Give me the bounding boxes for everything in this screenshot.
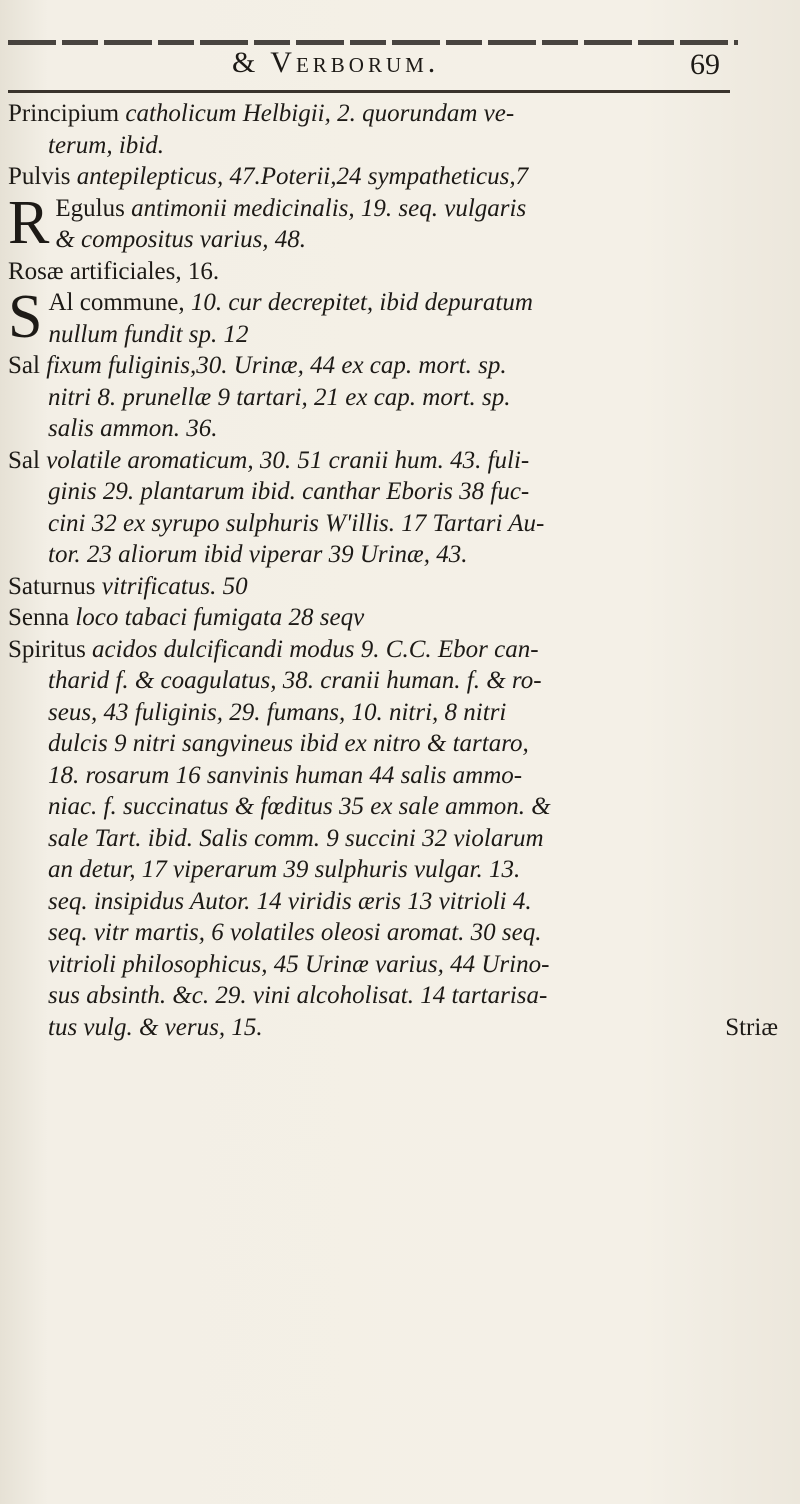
entry-headword: Principium: [8, 100, 120, 127]
entry-text: 18. rosarum 16 sanvinis human 44 salis ammo-: [48, 761, 523, 789]
entry-text: seus, 43 fuliginis, 29. fumans, 10. nitri, 8 nitri: [48, 698, 507, 726]
index-entry: [8, 193, 798, 256]
entry-continuation: [8, 539, 798, 571]
entry-text: cini 32 ex syrupo sulphuris W'illis. 17 Tartari Au-: [48, 509, 545, 537]
entry-continuation: [8, 980, 798, 1012]
top-ornament-rule: [8, 40, 738, 45]
entry-continuation: [8, 1012, 798, 1044]
page-number: 69: [690, 48, 720, 81]
entry-continuation: [8, 854, 798, 886]
entry-headword: Senna: [8, 604, 70, 631]
entry-text: an detur, 17 viperarum 39 sulphuris vulgar. 13.: [48, 856, 521, 883]
entry-text: loco tabaci fumigata 28 seqv: [69, 604, 365, 631]
entry-headword: Pulvis: [8, 163, 71, 190]
entry-text: volatile aromaticum, 30. 51 cranii hum. 43. fuli-: [39, 446, 530, 474]
entry-text: tus vulg. & verus, 15.: [48, 1013, 263, 1041]
entry-continuation: nullum fundit sp. 12: [48, 320, 249, 348]
entry-continuation: [8, 791, 798, 823]
entry-text: catholicum Helbigii, 2. quorundam ve-: [119, 100, 515, 127]
entry-continuation: [8, 697, 798, 729]
entry-headword: Sal: [8, 446, 40, 474]
entry-continuation: [8, 476, 798, 508]
entry-text: antimonii medicinalis, 19. seq. vulgaris: [124, 194, 527, 222]
entry-continuation: [8, 413, 798, 445]
index-entry: [8, 445, 798, 477]
drop-initial: R: [8, 192, 50, 256]
index-entry: [8, 602, 798, 634]
entry-headword: Spiritus: [8, 635, 86, 663]
index-entry: [8, 634, 798, 666]
running-title: & Verborum.: [232, 46, 440, 79]
entry-text: vitrioli philosophicus, 45 Urinæ varius, 44 Urino-: [48, 950, 550, 978]
entry-continuation: [8, 130, 798, 162]
entry-text: sus absinth. &c. 29. vini alcoholisat. 14 tartarisa-: [48, 982, 548, 1009]
index-entry: [8, 98, 798, 130]
entry-headword: Saturnus: [8, 572, 96, 600]
entry-continuation: [8, 728, 798, 760]
entry-text: dulcis 9 nitri sangvineus ibid ex nitro & tartaro,: [48, 730, 529, 757]
drop-initial: S: [8, 287, 43, 350]
index-entries: [8, 98, 798, 1043]
entry-headword: Sal: [8, 352, 40, 379]
entry-text: tor. 23 aliorum ibid viperar 39 Urinæ, 43.: [48, 541, 468, 568]
entry-text: terum, ibid.: [48, 131, 164, 159]
entry-text: seq. insipidus Autor. 14 viridis æris 13 vitrioli 4.: [48, 887, 532, 915]
index-entry: [8, 287, 798, 350]
entry-text: vitrificatus. 50: [95, 572, 248, 600]
entry-text: antepilepticus, 47.Poterii,24 sympatheticus,7: [70, 163, 529, 190]
entry-text: seq. vitr martis, 6 volatiles oleosi aromat. 30 seq.: [48, 919, 542, 946]
entry-continuation: [8, 508, 798, 540]
entry-continuation: [8, 823, 798, 855]
entry-text: artificiales, 16.: [63, 257, 220, 285]
entry-continuation: [8, 886, 798, 918]
index-entry: [8, 161, 798, 193]
index-entry: [8, 571, 798, 603]
entry-continuation: & compositus varius, 48.: [55, 226, 307, 253]
entry-text: sale Tart. ibid. Salis comm. 9 succini 32 violarum: [48, 824, 544, 852]
entry-headword: Al commune,: [48, 289, 185, 316]
page-header: [0, 46, 800, 92]
entry-text: nitri 8. prunellæ 9 tartari, 21 ex cap. mort. sp.: [48, 383, 511, 411]
entry-continuation: [8, 760, 798, 792]
header-rule: [8, 90, 730, 93]
index-entry: [8, 256, 798, 288]
entry-text: 10. cur decrepitet, ibid depuratum: [184, 289, 533, 316]
index-entry: [8, 350, 798, 382]
entry-text: acidos dulcificandi modus 9. C.C. Ebor can-: [85, 635, 539, 663]
entry-text: salis ammon. 36.: [48, 415, 218, 442]
entry-continuation: [8, 949, 798, 981]
entry-continuation: [8, 382, 798, 414]
entry-continuation: [8, 665, 798, 697]
catchword: Striæ: [725, 1013, 778, 1041]
entry-headword: Rosæ: [8, 257, 64, 285]
entry-headword: Egulus: [55, 194, 125, 222]
entry-text: fixum fuliginis,30. Urinæ, 44 ex cap. mort. sp.: [39, 352, 507, 379]
entry-text: niac. f. succinatus & fœditus 35 ex sale ammon. &: [48, 793, 551, 820]
entry-continuation: [8, 917, 798, 949]
entry-text: ginis 29. plantarum ibid. canthar Eboris 38 fuc-: [48, 478, 530, 505]
entry-text: tharid f. & coagulatus, 38. cranii human. f. & ro-: [48, 667, 542, 694]
